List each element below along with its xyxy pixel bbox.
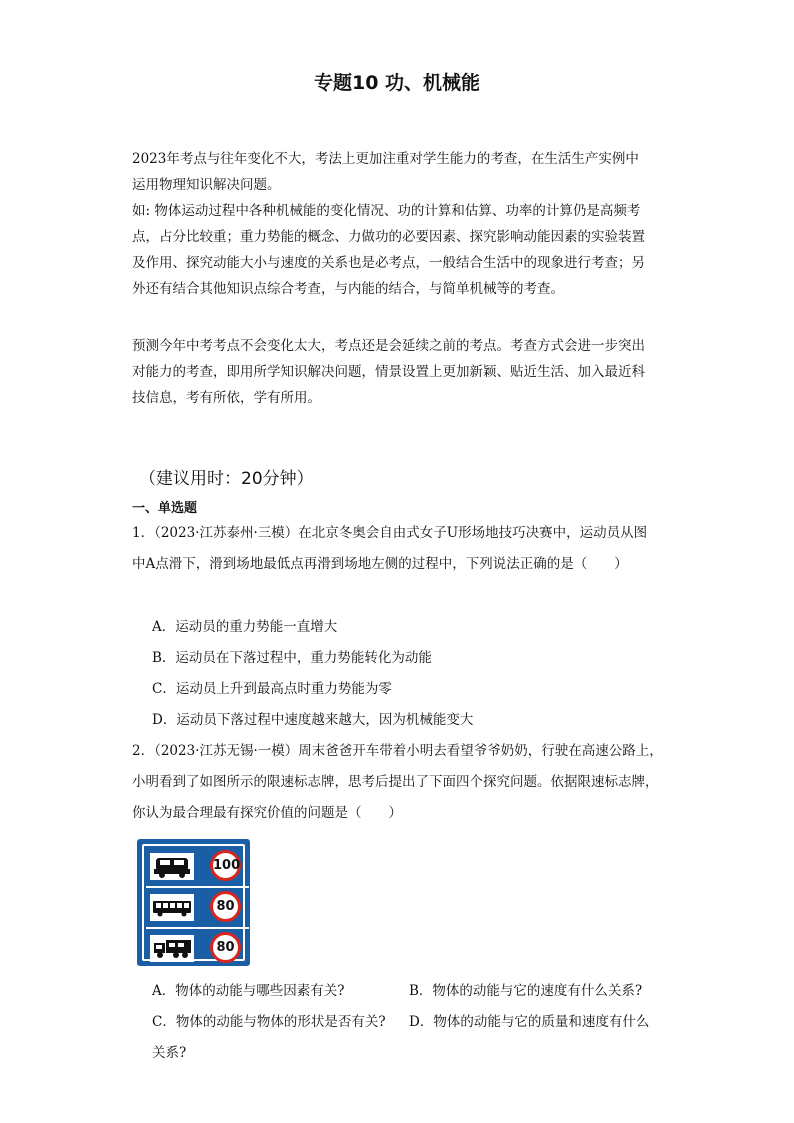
text-line: 及作用、探究动能大小与速度的关系也是必考点，一般结合生活中的现象进行考查；另 bbox=[132, 255, 645, 271]
question-2-option-c[interactable]: C．物体的动能与物体的形状是否有关? bbox=[152, 1014, 386, 1030]
question-2-option-a[interactable]: A．物体的动能与哪些因素有关? bbox=[152, 983, 345, 999]
question-2-option-d-continued[interactable]: 关系? bbox=[152, 1045, 187, 1061]
speed-limit-80-bus: 80 bbox=[210, 891, 241, 922]
question-2-option-d[interactable]: D．物体的动能与它的质量和速度有什么 bbox=[409, 1014, 650, 1030]
intro-paragraph-1 bbox=[132, 146, 668, 198]
text-line: 预测今年中考考点不会变化太大，考点还是会延续之前的考点。考查方式会进一步突出 bbox=[132, 338, 645, 354]
intro-paragraph-2 bbox=[132, 198, 668, 302]
question-1-option-b[interactable]: B．运动员在下落过程中，重力势能转化为动能 bbox=[152, 650, 432, 666]
question-1-option-a[interactable]: A．运动员的重力势能一直增大 bbox=[152, 619, 338, 635]
sign-divider bbox=[146, 886, 249, 888]
question-line: 你认为最合理最有探究价值的问题是（ ） bbox=[132, 805, 402, 821]
text-line: 外还有结合其他知识点综合考查，与内能的结合，与简单机械等的考查。 bbox=[132, 281, 564, 297]
sign-row-bus bbox=[148, 889, 245, 925]
sign-row-truck bbox=[148, 930, 245, 966]
sign-divider bbox=[146, 927, 249, 929]
text-line: 运用物理知识解决问题。 bbox=[132, 177, 281, 193]
truck-icon bbox=[150, 935, 194, 962]
text-line: 技信息，考有所依，学有所用。 bbox=[132, 390, 321, 406]
question-2-option-b[interactable]: B．物体的动能与它的速度有什么关系? bbox=[409, 983, 643, 999]
question-2 bbox=[132, 736, 668, 829]
question-1-option-d[interactable]: D．运动员下落过程中速度越来越大，因为机械能变大 bbox=[152, 712, 474, 728]
sign-frame bbox=[142, 844, 245, 961]
text-line: 对能力的考查，即用所学知识解决问题，情景设置上更加新颖、贴近生活、加入最近科 bbox=[132, 364, 645, 380]
question-1 bbox=[132, 518, 668, 580]
text-line: 2023年考点与往年变化不大，考法上更加注重对学生能力的考查，在生活生产实例中 bbox=[132, 151, 639, 167]
speed-limit-sign bbox=[137, 839, 250, 966]
question-line: 中A点滑下，滑到场地最低点再滑到场地左侧的过程中，下列说法正确的是（ ） bbox=[132, 556, 628, 572]
text-line: 如: 物体运动过程中各种机械能的变化情况、功的计算和估算、功率的计算仍是高频考 bbox=[132, 203, 641, 219]
bus-icon bbox=[150, 894, 194, 921]
question-line: 1．（2023·江苏泰州·三模）在北京冬奥会自由式女子U形场地技巧决赛中，运动员从图 bbox=[132, 525, 648, 541]
question-line: 2．（2023·江苏无锡·一模）周末爸爸开车带着小明去看望爷爷奶奶，行驶在高速公路上， bbox=[132, 743, 663, 759]
question-1-option-c[interactable]: C．运动员上升到最高点时重力势能为零 bbox=[152, 681, 392, 697]
sign-row-car bbox=[148, 848, 245, 884]
question-line: 小明看到了如图所示的限速标志牌，思考后提出了下面四个探究问题。依据限速标志牌， bbox=[132, 774, 659, 790]
section-heading: 一、单选题 bbox=[132, 501, 198, 516]
intro-paragraph-3 bbox=[132, 333, 668, 411]
text-line: 点，占分比较重；重力势能的概念、力做功的必要因素、探究影响动能因素的实验装置 bbox=[132, 229, 645, 245]
speed-limit-100: 100 bbox=[210, 850, 241, 881]
car-icon bbox=[150, 853, 194, 880]
page-title: 专题10 功、机械能 bbox=[313, 72, 481, 94]
time-hint: （建议用时：20分钟） bbox=[139, 469, 314, 489]
speed-limit-80-truck: 80 bbox=[210, 932, 241, 963]
